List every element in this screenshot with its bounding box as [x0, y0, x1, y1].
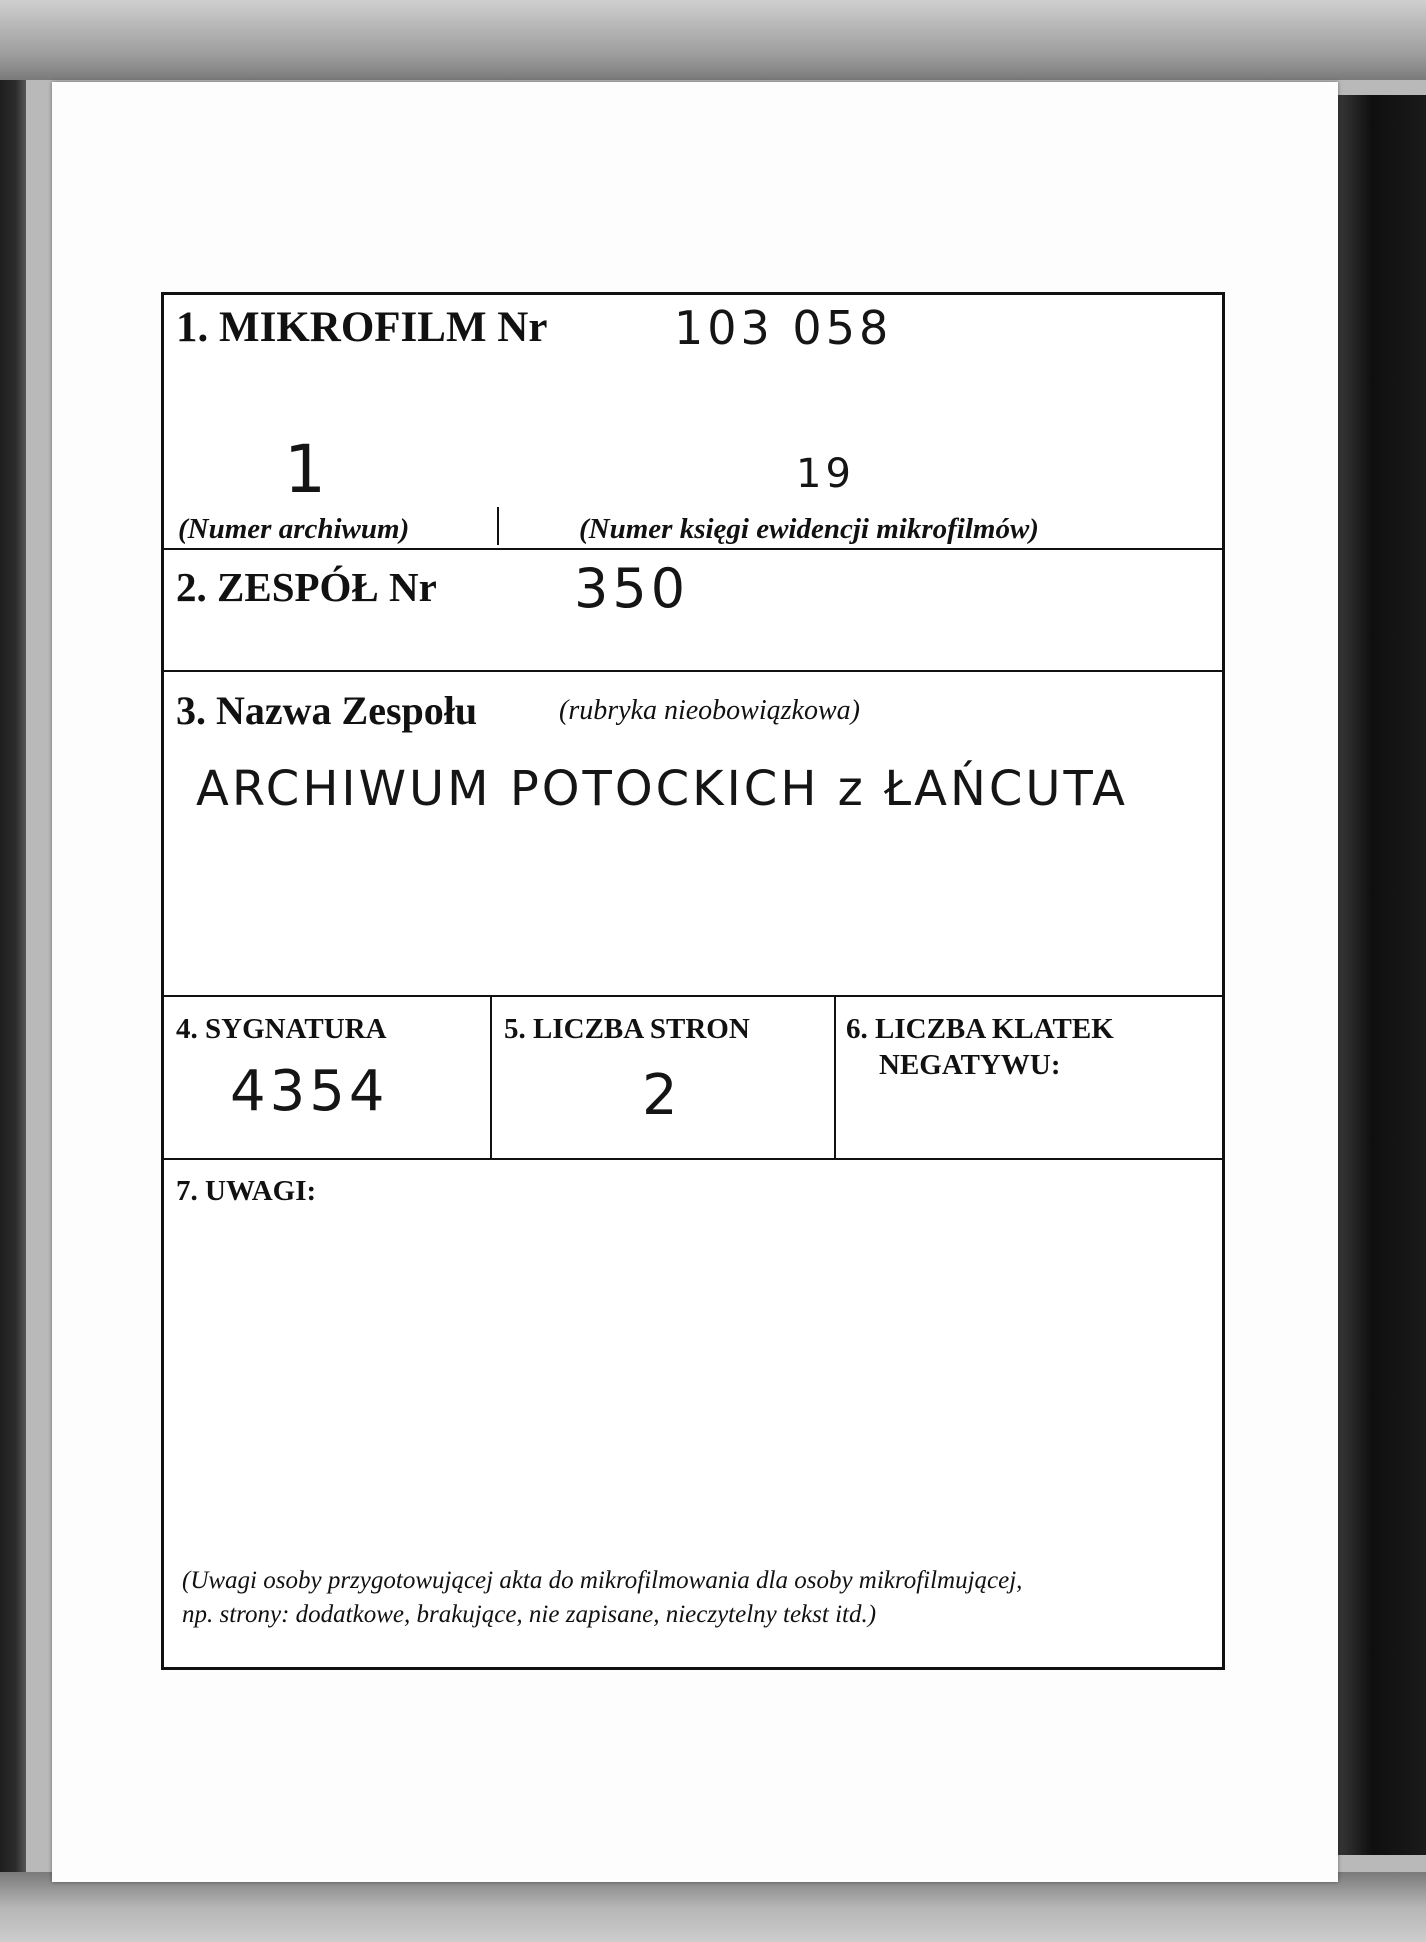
signature-label: 4. SYGNATURA: [176, 1013, 387, 1045]
scan-bottom-edge: [0, 1872, 1426, 1942]
archive-number-value: 1: [284, 431, 330, 508]
scan-right-edge: [1336, 95, 1426, 1855]
microfilm-form: [161, 292, 1225, 1670]
remarks-note-line-2: np. strony: dodatkowe, brakujące, nie zapisane, nieczytelny tekst itd.): [182, 1601, 877, 1628]
archive-divider: [497, 507, 499, 545]
divider-4: [164, 1158, 1222, 1160]
fonds-name-value: ARCHIWUM POTOCKICH z ŁAŃCUTA: [196, 761, 1128, 817]
negative-frames-label-1: 6. LICZBA KLATEK: [846, 1013, 1114, 1045]
scan-left-edge: [0, 80, 26, 1880]
remarks-label: 7. UWAGI:: [176, 1175, 317, 1207]
divider-col-2: [834, 995, 836, 1158]
archive-number-label: (Numer archiwum): [178, 513, 410, 545]
page-count-label: 5. LICZBA STRON: [504, 1013, 750, 1045]
divider-2: [164, 670, 1222, 672]
microfilm-number-label: 1. MIKROFILM Nr: [176, 304, 548, 351]
fonds-name-label: 3. Nazwa Zespołu: [176, 688, 478, 733]
page-count-value: 2: [642, 1063, 682, 1128]
register-number-label: (Numer księgi ewidencji mikrofilmów): [579, 513, 1039, 545]
negative-frames-label-2: NEGATYWU:: [879, 1049, 1061, 1081]
scan-top-edge: [0, 0, 1426, 80]
divider-3: [164, 995, 1222, 997]
register-number-value: 19: [796, 451, 855, 497]
remarks-note-line-1: (Uwagi osoby przygotowującej akta do mikrofilmowania dla osoby mikrofilmującej,: [182, 1567, 1023, 1594]
signature-value: 4354: [230, 1059, 389, 1124]
divider-col-1: [490, 995, 492, 1158]
divider-1: [164, 548, 1222, 550]
microfilm-number-value: 103 058: [674, 301, 893, 355]
fonds-number-label: 2. ZESPÓŁ Nr: [176, 564, 437, 610]
fonds-number-value: 350: [574, 557, 690, 620]
fonds-name-note: (rubryka nieobowiązkowa): [559, 695, 860, 726]
